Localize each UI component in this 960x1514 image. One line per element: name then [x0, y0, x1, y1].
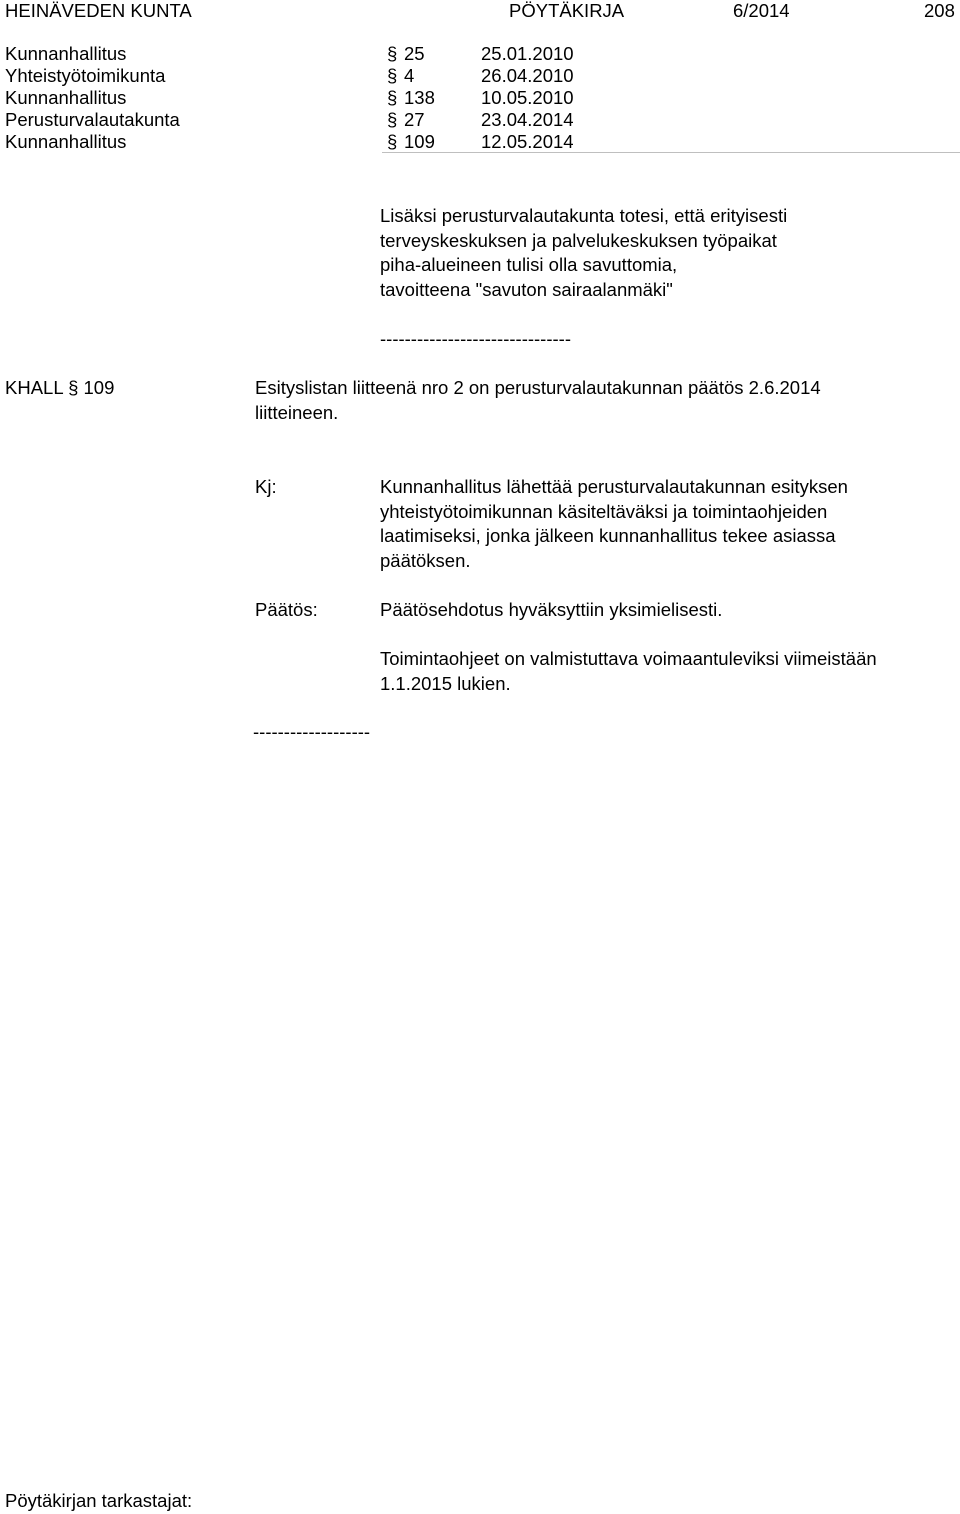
section-sign: §	[68, 377, 79, 398]
reference-body: Perusturvalautakunta	[5, 109, 180, 130]
section-sign: §	[387, 87, 398, 108]
organization-name: HEINÄVEDEN KUNTA	[5, 0, 192, 21]
reference-number: 109	[404, 131, 435, 152]
reference-date: 25.01.2010	[481, 43, 574, 64]
decision-text: Päätösehdotus hyväksyttiin yksimielisesti.	[380, 599, 723, 620]
reference-body: Yhteistyötoimikunta	[5, 65, 166, 86]
item-number: 109	[83, 377, 115, 398]
item-text	[255, 376, 821, 425]
reference-body: Kunnanhallitus	[5, 87, 127, 108]
proposal-line: päätöksen.	[380, 549, 471, 571]
separator-short: -------------------	[253, 721, 371, 742]
reference-body: Kunnanhallitus	[5, 131, 127, 152]
reference-number: 4	[404, 65, 415, 86]
reference-date: 12.05.2014	[481, 131, 574, 152]
intro-line: terveyskeskuksen ja palvelukeskuksen työpaikat	[380, 229, 777, 251]
reference-date: 26.04.2010	[481, 65, 574, 86]
header-divider	[382, 152, 960, 153]
reference-row	[5, 131, 705, 153]
section-sign: §	[387, 65, 398, 86]
section-sign: §	[387, 131, 398, 152]
document-type: PÖYTÄKIRJA	[509, 0, 625, 21]
item-text-line: liitteineen.	[255, 401, 339, 423]
reference-date: 23.04.2014	[481, 109, 574, 130]
intro-line: piha-alueineen tulisi olla savuttomia,	[380, 254, 678, 275]
separator-long: -------------------------------	[380, 328, 571, 349]
decision-instructions	[380, 647, 877, 696]
reference-number: 25	[404, 43, 425, 64]
issue-number: 6/2014	[733, 0, 790, 21]
item-text-line: Esityslistan liitteenä nro 2 on perusturvalautakunnan päätös 2.6.2014	[255, 377, 821, 398]
proposal-line: yhteistyötoimikunnan käsiteltäväksi ja toimintaohjeiden	[380, 500, 828, 522]
intro-line: tavoitteena "savuton sairaalanmäki"	[380, 278, 673, 300]
page-number: 208	[924, 0, 955, 21]
reference-row	[5, 65, 705, 87]
section-sign: §	[387, 43, 398, 64]
section-sign: §	[387, 109, 398, 130]
proposal-label: Kj:	[255, 476, 277, 497]
decision-line: Toimintaohjeet on valmistuttava voimaantuleviksi viimeistään	[380, 648, 877, 669]
item-body-label: KHALL	[5, 377, 63, 398]
proposal-line: Kunnanhallitus lähettää perusturvalautakunnan esityksen	[380, 476, 848, 497]
reference-number: 138	[404, 87, 435, 108]
proposal-text	[380, 475, 848, 573]
reference-date: 10.05.2010	[481, 87, 574, 108]
reference-row	[5, 43, 705, 65]
reference-row	[5, 109, 705, 131]
decision-label: Päätös:	[255, 599, 318, 620]
reference-number: 27	[404, 109, 425, 130]
intro-line: Lisäksi perusturvalautakunta totesi, että erityisesti	[380, 205, 788, 226]
footer-reviewers-label: Pöytäkirjan tarkastajat:	[5, 1490, 193, 1511]
proposal-line: laatimiseksi, jonka jälkeen kunnanhallitus tekee asiassa	[380, 525, 836, 546]
reference-body: Kunnanhallitus	[5, 43, 127, 64]
intro-paragraph	[380, 204, 787, 302]
item-label	[5, 376, 114, 401]
decision-line: 1.1.2015 lukien.	[380, 672, 511, 694]
reference-row	[5, 87, 705, 109]
